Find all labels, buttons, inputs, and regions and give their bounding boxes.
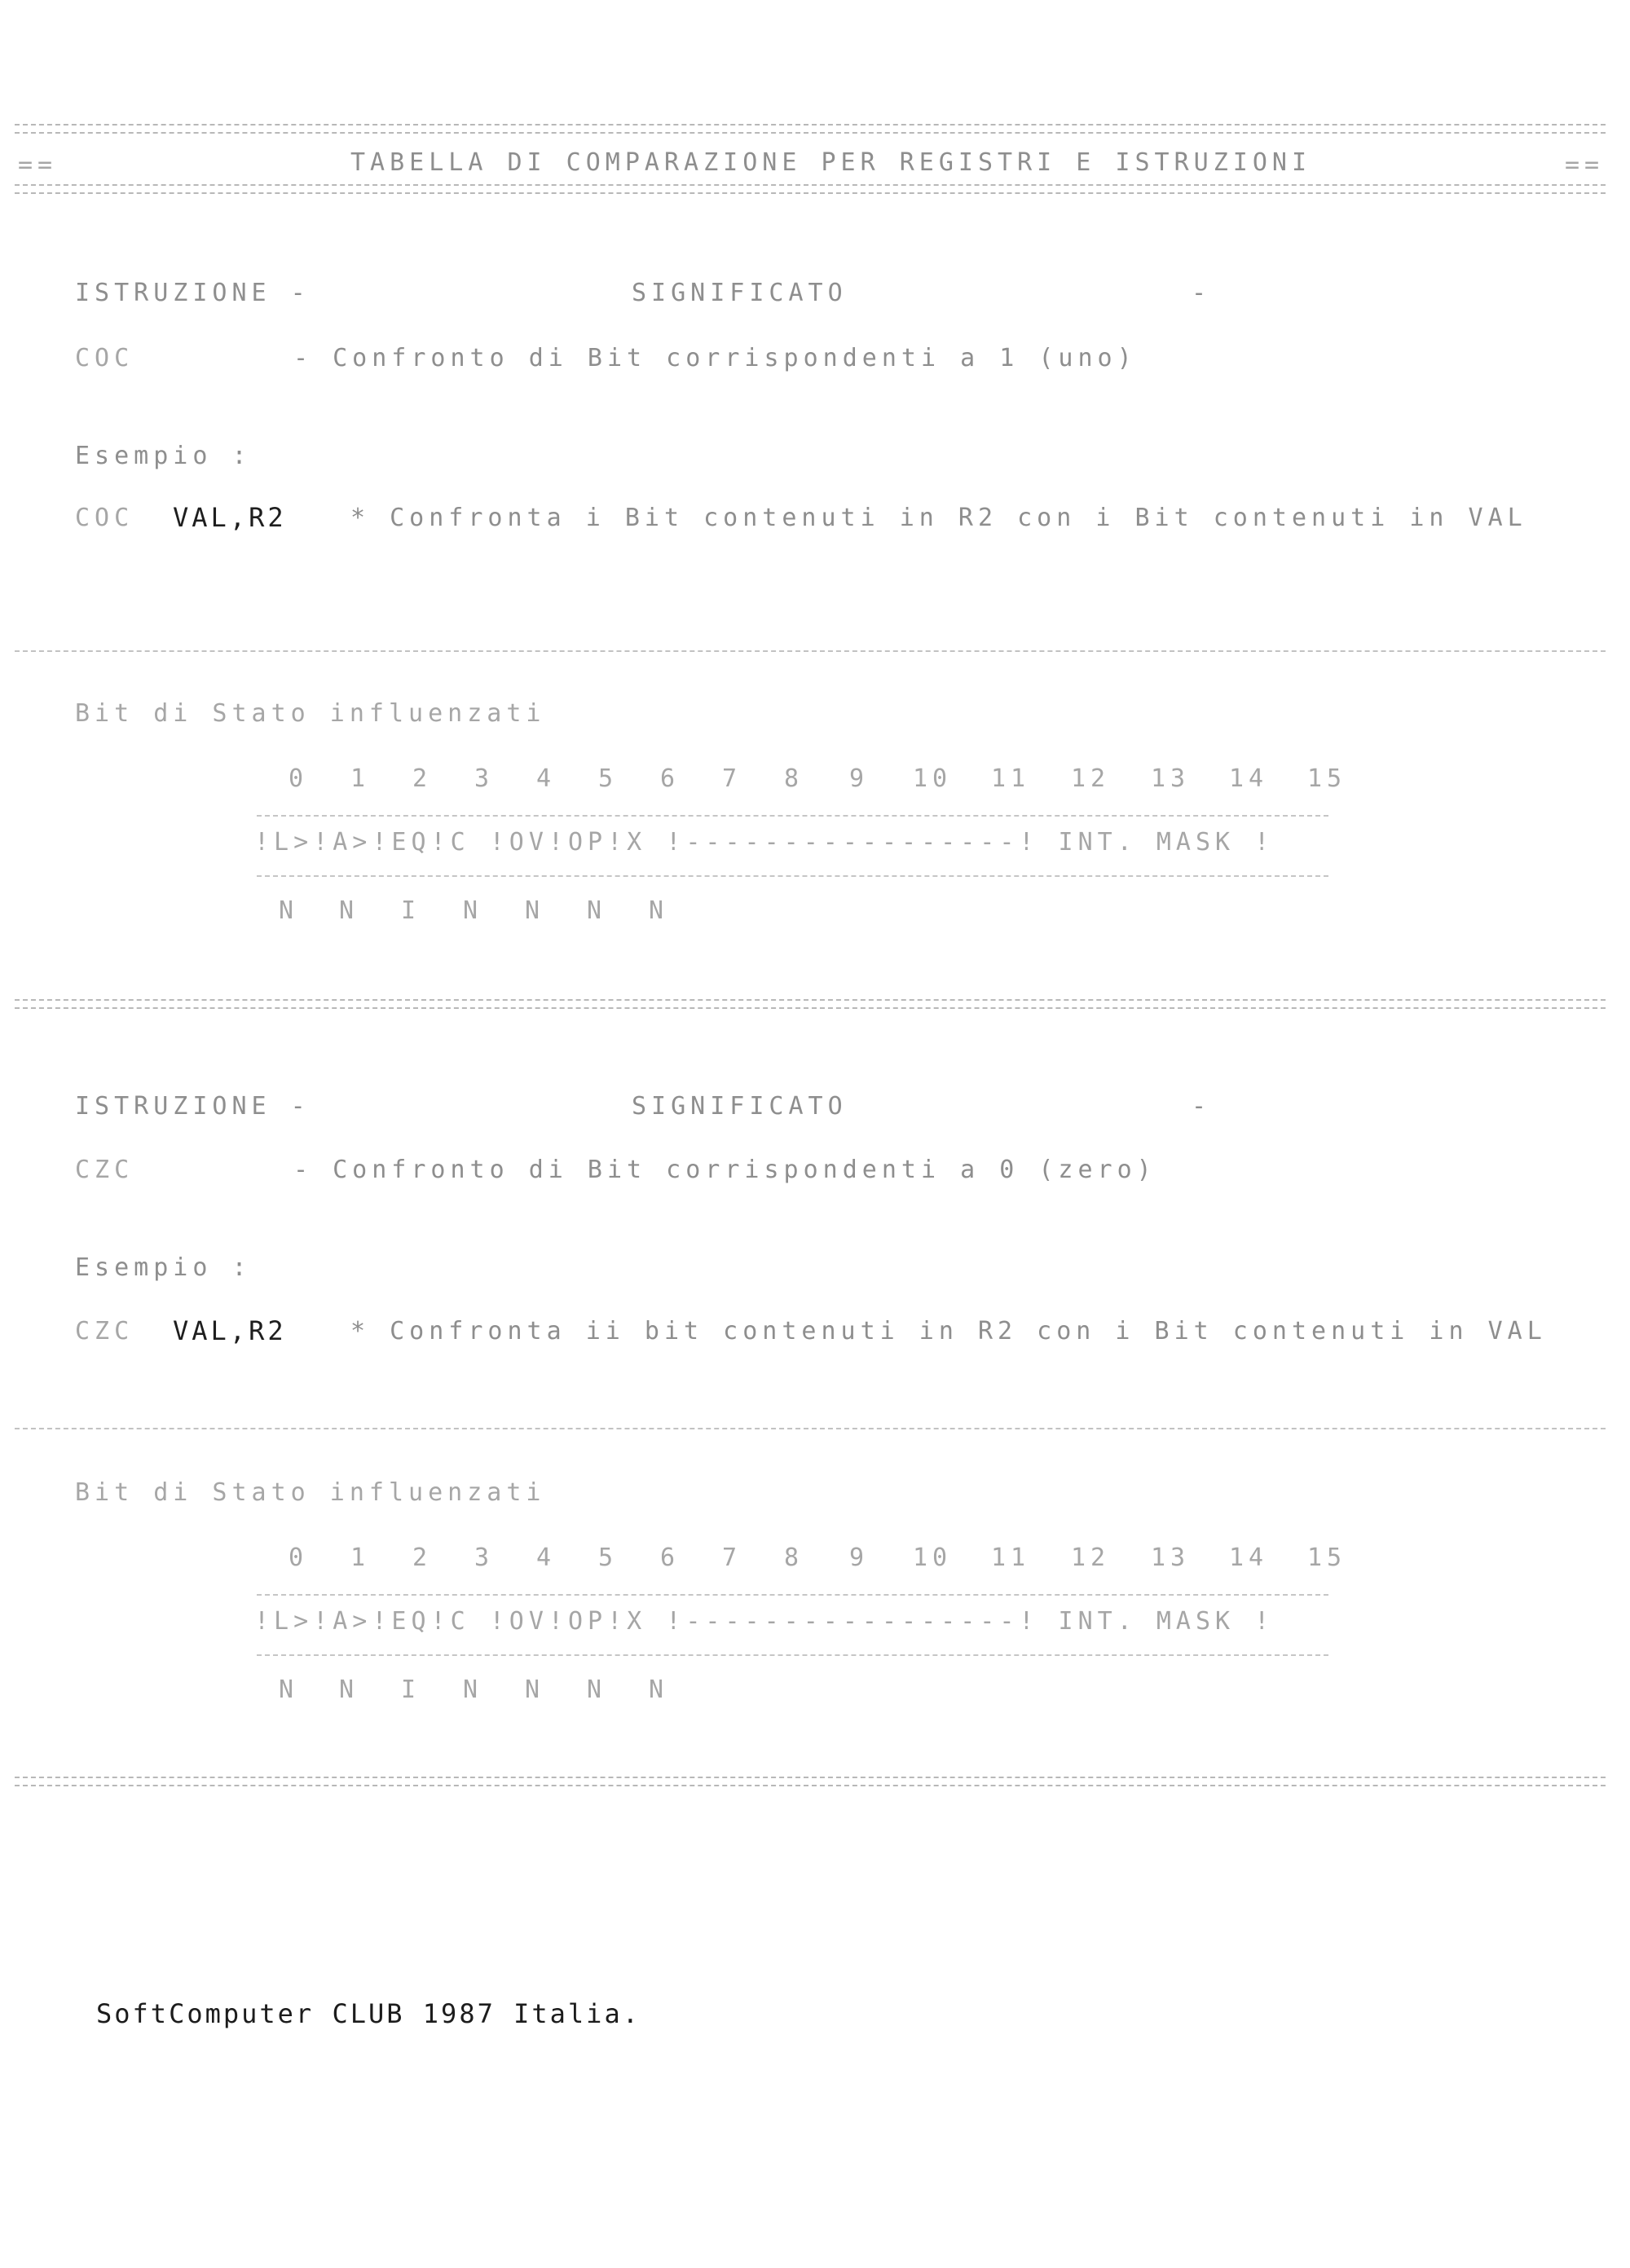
bit-number: 6	[659, 1544, 681, 1572]
bit-number: 5	[597, 1544, 619, 1572]
section-separator	[15, 999, 1606, 1009]
flag-value: N	[586, 1676, 607, 1704]
status-bits-label: Bit di Stato influenzati	[75, 1478, 546, 1507]
example-comment: * Confronta ii bit contenuti in R2 con i Bit contenuti in VAL	[350, 1317, 1547, 1345]
flag-value: N	[648, 896, 669, 925]
flag-row	[259, 1676, 689, 1704]
bit-number: 1	[350, 1544, 371, 1572]
register-border-top	[257, 1594, 1328, 1596]
flag-value: N	[338, 896, 359, 925]
header-rule-bottom	[15, 184, 1606, 194]
section-divider	[15, 1428, 1606, 1429]
page-title: TABELLA DI COMPARAZIONE PER REGISTRI E ISTRUZIONI	[350, 148, 1312, 177]
instruction-mnemonic: COC	[75, 344, 134, 372]
bit-number: 9	[848, 1544, 870, 1572]
bit-number: 12	[1070, 1544, 1111, 1572]
register-border-bottom	[257, 1654, 1328, 1656]
bit-number: 4	[535, 1544, 557, 1572]
example-operands: VAL,R2	[173, 502, 287, 533]
example-label: Esempio :	[75, 442, 252, 470]
bit-number-row	[267, 1544, 1366, 1572]
bit-number: 8	[783, 1544, 804, 1572]
flag-value: I	[400, 1676, 421, 1704]
column-header-istruzione: ISTRUZIONE -	[75, 279, 311, 307]
register-border-top	[257, 815, 1328, 817]
example-label: Esempio :	[75, 1253, 252, 1282]
instruction-description: - Confronto di Bit corrispondenti a 1 (uno)	[293, 344, 1137, 372]
closing-rule	[15, 1777, 1606, 1786]
bit-number: 10	[912, 764, 953, 793]
status-bits-label: Bit di Stato influenzati	[75, 699, 546, 728]
footer-credit: SoftComputer CLUB 1987 Italia.	[96, 1998, 641, 2029]
header-left-mark: ==	[18, 151, 58, 179]
flag-value: N	[462, 1676, 483, 1704]
bit-number: 7	[721, 1544, 742, 1572]
column-header-istruzione: ISTRUZIONE -	[75, 1092, 311, 1121]
instruction-mnemonic: CZC	[75, 1156, 134, 1184]
bit-number: 15	[1306, 1544, 1347, 1572]
status-register-row: !L>!A>!EQ!C !OV!OP!X !-----------------! INT. MASK !	[254, 828, 1275, 857]
flag-value: N	[462, 896, 483, 925]
bit-number: 0	[288, 764, 309, 793]
header-rule-top	[15, 124, 1606, 134]
bit-number: 14	[1228, 1544, 1269, 1572]
flag-value: N	[338, 1676, 359, 1704]
example-opcode: COC	[75, 504, 134, 532]
bit-number: 3	[474, 764, 495, 793]
example-operands: VAL,R2	[173, 1315, 287, 1346]
column-header-significato: SIGNIFICATO	[632, 279, 848, 307]
flag-value: N	[278, 896, 299, 925]
bit-number: 2	[412, 764, 433, 793]
bit-number: 2	[412, 1544, 433, 1572]
column-header-end: -	[1192, 1092, 1212, 1121]
bit-number-row	[267, 764, 1366, 793]
flag-value: N	[278, 1676, 299, 1704]
example-opcode: CZC	[75, 1317, 134, 1345]
bit-number: 8	[783, 764, 804, 793]
bit-number: 15	[1306, 764, 1347, 793]
bit-number: 4	[535, 764, 557, 793]
example-comment: * Confronta i Bit contenuti in R2 con i Bit contenuti in VAL	[350, 504, 1527, 532]
flag-value: N	[524, 1676, 545, 1704]
bit-number: 13	[1150, 764, 1191, 793]
status-register-row: !L>!A>!EQ!C !OV!OP!X !-----------------! INT. MASK !	[254, 1607, 1275, 1636]
bit-number: 14	[1228, 764, 1269, 793]
flag-value: N	[524, 896, 545, 925]
bit-number: 3	[474, 1544, 495, 1572]
column-header-end: -	[1192, 279, 1212, 307]
flag-value: I	[400, 896, 421, 925]
bit-number: 9	[848, 764, 870, 793]
bit-number: 1	[350, 764, 371, 793]
bit-number: 13	[1150, 1544, 1191, 1572]
section-divider	[15, 650, 1606, 652]
bit-number: 0	[288, 1544, 309, 1572]
column-header-significato: SIGNIFICATO	[632, 1092, 848, 1121]
bit-number: 11	[990, 764, 1031, 793]
bit-number: 12	[1070, 764, 1111, 793]
bit-number: 7	[721, 764, 742, 793]
header-right-mark: ==	[1565, 151, 1605, 179]
flag-value: N	[648, 1676, 669, 1704]
instruction-description: - Confronto di Bit corrispondenti a 0 (zero)	[293, 1156, 1156, 1184]
bit-number: 11	[990, 1544, 1031, 1572]
flag-row	[259, 896, 689, 925]
bit-number: 10	[912, 1544, 953, 1572]
register-border-bottom	[257, 875, 1328, 877]
bit-number: 5	[597, 764, 619, 793]
flag-value: N	[586, 896, 607, 925]
bit-number: 6	[659, 764, 681, 793]
